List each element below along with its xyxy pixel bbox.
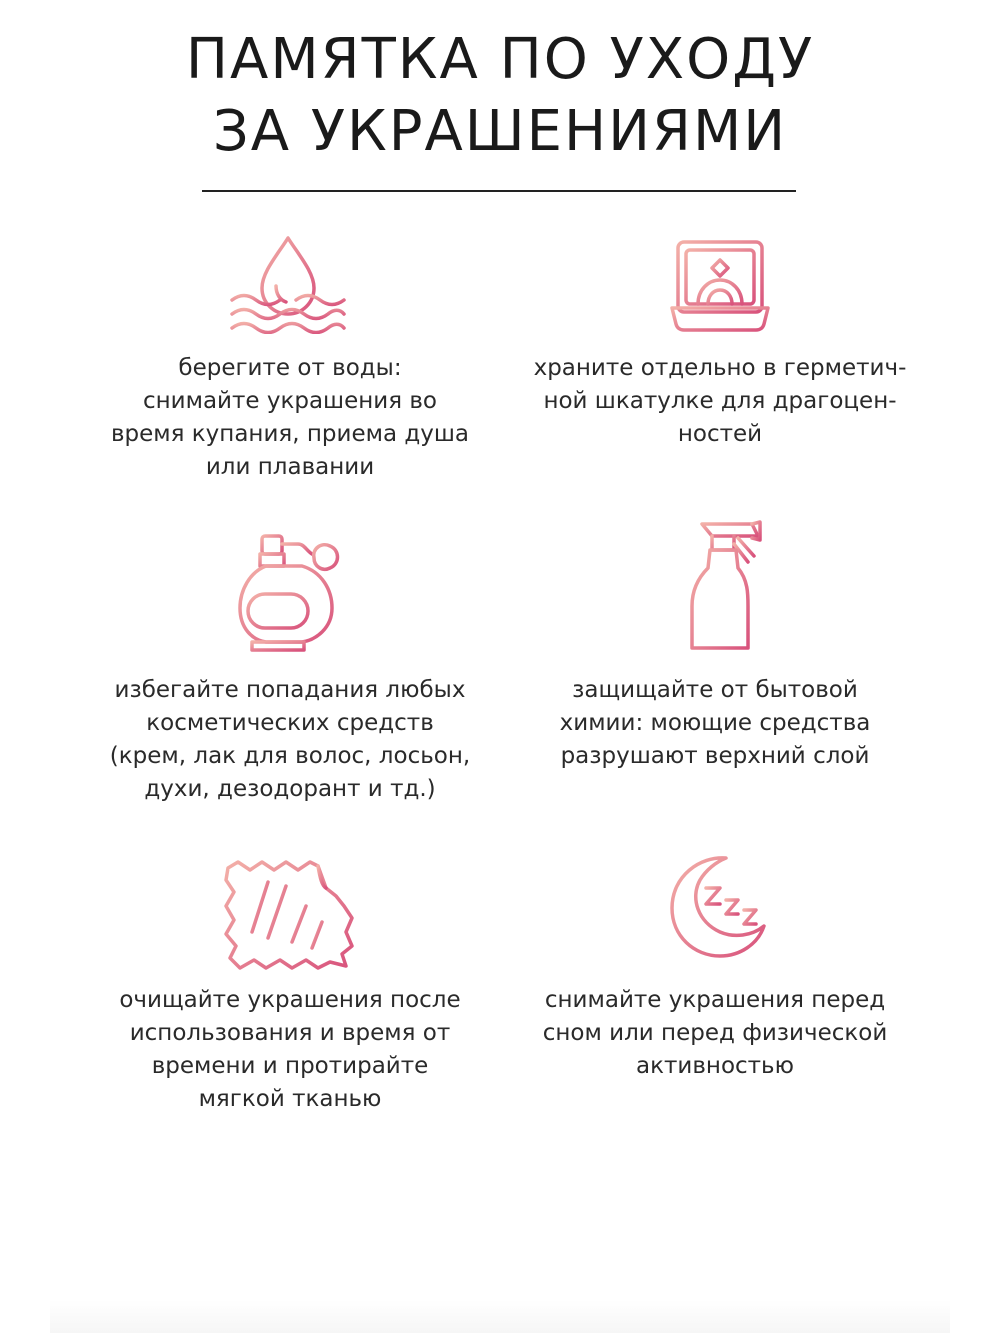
caption-line: косметических средств [146, 710, 434, 736]
title-divider [202, 190, 796, 192]
caption-line: снимайте украшения во [142, 388, 438, 414]
perfume-bottle-icon [232, 532, 348, 660]
water-drop-icon [228, 234, 348, 338]
caption-sleep [495, 984, 935, 1083]
cleaning-cloth-icon [222, 858, 354, 974]
moon-sleep-icon [664, 852, 774, 966]
caption-line: времени и протирайте [151, 1053, 429, 1079]
caption-line: духи, дезодорант и тд.) [144, 776, 436, 802]
title-line-2: ЗА УКРАШЕНИЯМИ [212, 99, 788, 164]
caption-line: храните отдельно в герметич- [533, 355, 907, 381]
caption-line: ностей [677, 421, 763, 447]
caption-line: берегите от воды: [178, 355, 402, 381]
caption-cosmetics [70, 674, 510, 806]
caption-water [70, 352, 510, 484]
caption-line: использования и время от [129, 1020, 451, 1046]
bottom-edge [50, 1300, 950, 1333]
caption-line: или плавании [205, 454, 375, 480]
caption-jewelry-box [500, 352, 940, 451]
caption-chemicals [495, 674, 935, 773]
caption-line: ной шкатулке для драгоцен- [543, 388, 897, 414]
caption-line: (крем, лак для волос, лосьон, [109, 743, 471, 769]
caption-line: активностью [636, 1053, 794, 1079]
caption-cleaning [70, 984, 510, 1116]
jewelry-box-icon [668, 238, 772, 338]
title-line-1: ПАМЯТКА ПО УХОДУ [185, 27, 815, 92]
spray-bottle-icon [672, 516, 768, 660]
caption-line: защищайте от бытовой [572, 677, 858, 703]
caption-line: разрушают верхний слой [560, 743, 870, 769]
caption-line: очищайте украшения после [119, 987, 461, 1013]
caption-line: снимайте украшения перед [544, 987, 886, 1013]
caption-line: химии: моющие средства [559, 710, 871, 736]
caption-line: время купания, приема душа [110, 421, 470, 447]
caption-line: мягкой тканью [198, 1086, 382, 1112]
caption-line: избегайте попадания любых [114, 677, 466, 703]
page-title [0, 24, 1000, 168]
caption-line: сном или перед физической [542, 1020, 888, 1046]
